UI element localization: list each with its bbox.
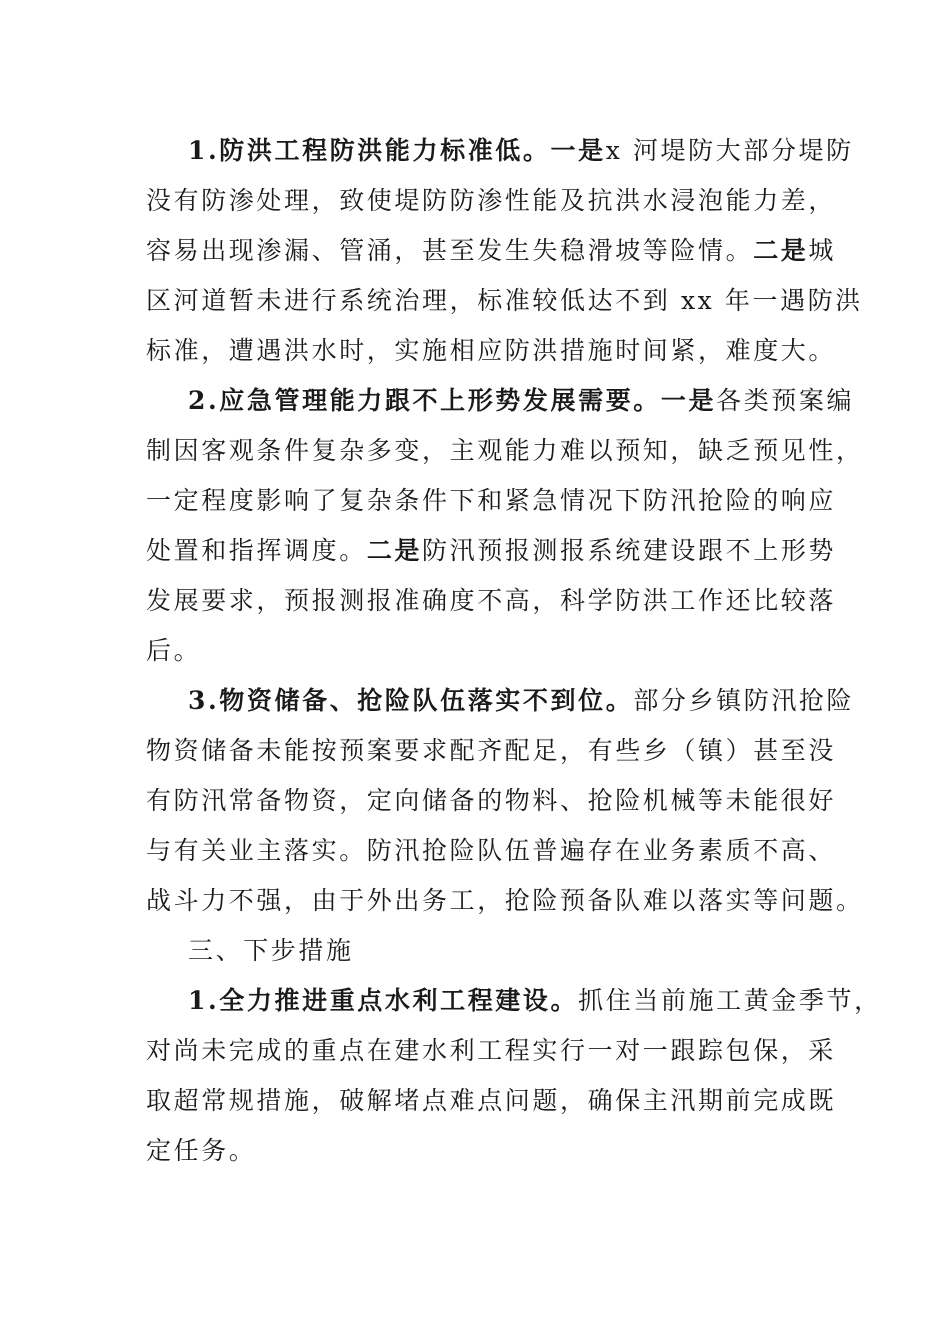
p2-line-4: 处置和指挥调度。二是防汛预报测报系统建设跟不上形势	[146, 536, 837, 565]
p3-heading: 3.物资储备、抢险队伍落实不到位。	[188, 686, 634, 715]
p3-line-4: 与有关业主落实。防汛抢险队伍普遍存在业务素质不高、	[146, 836, 837, 865]
section-title: 三、下步措施	[188, 936, 354, 965]
p4-line-1: 1.全力推进重点水利工程建设。抓住当前施工黄金季节，	[188, 986, 882, 1015]
p3-line-3: 有防汛常备物资，定向储备的物料、抢险机械等未能很好	[146, 786, 837, 815]
p2-keyword-2: 二是	[366, 536, 423, 565]
p2-heading: 2.应急管理能力跟不上形势发展需要。	[188, 386, 661, 415]
p4-line-3: 取超常规措施，破解堵点难点问题，确保主汛期前完成既	[146, 1086, 837, 1115]
p2-line-5: 发展要求，预报测报准确度不高，科学防洪工作还比较落	[146, 586, 837, 615]
p2-line-1: 2.应急管理能力跟不上形势发展需要。一是各类预案编	[188, 386, 855, 415]
p1-line-4: 区河道暂未进行系统治理，标准较低达不到 xx 年一遇防洪	[146, 286, 863, 315]
p4-line-2: 对尚未完成的重点在建水利工程实行一对一跟踪包保，采	[146, 1036, 837, 1065]
p3-line-2: 物资储备未能按预案要求配齐配足，有些乡（镇）甚至没	[146, 736, 837, 765]
p4-line-4: 定任务。	[146, 1136, 257, 1165]
p1-heading: 1.防洪工程防洪能力标准低。	[188, 136, 551, 165]
p1-line-2: 没有防渗处理，致使堤防防渗性能及抗洪水浸泡能力差，	[146, 186, 837, 215]
p1-keyword-1: 一是	[550, 136, 606, 165]
p2-line-6: 后。	[146, 636, 202, 665]
p1-line-5: 标准，遭遇洪水时，实施相应防洪措施时间紧，难度大。	[146, 336, 837, 365]
p2-keyword-1: 一是	[660, 386, 717, 415]
p3-line-1: 3.物资储备、抢险队伍落实不到位。部分乡镇防汛抢险	[188, 686, 855, 715]
p2-line-3: 一定程度影响了复杂条件下和紧急情况下防汛抢险的响应	[146, 486, 837, 515]
p1-line-3: 容易出现渗漏、管涌，甚至发生失稳滑坡等险情。二是城	[146, 236, 837, 265]
p4-heading: 1.全力推进重点水利工程建设。	[188, 986, 579, 1015]
p1-keyword-2: 二是	[753, 236, 809, 265]
p1-line-1: 1.防洪工程防洪能力标准低。一是x 河堤防大部分堤防	[188, 136, 854, 165]
p2-line-2: 制因客观条件复杂多变，主观能力难以预知，缺乏预见性，	[146, 436, 864, 465]
p3-line-5: 战斗力不强，由于外出务工，抢险预备队难以落实等问题。	[146, 886, 864, 915]
